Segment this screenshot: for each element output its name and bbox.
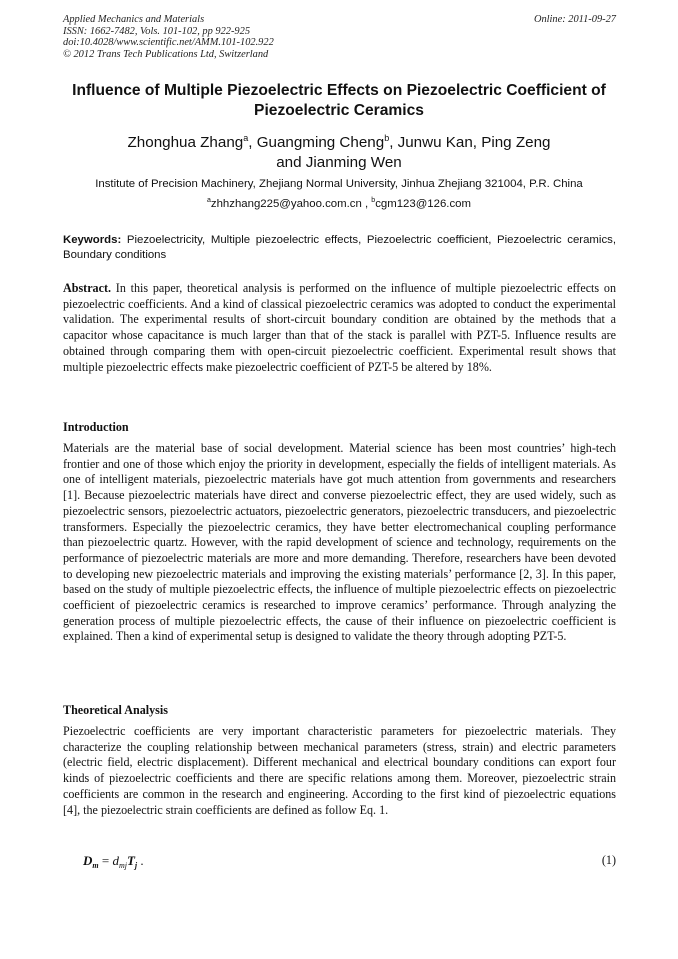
- abstract: [63, 281, 616, 375]
- section-heading-theory: Theoretical Analysis: [63, 703, 168, 717]
- paper-title: Influence of Multiple Piezoelectric Effects on Piezoelectric Coefficient of Piezoelectric Ceramics: [72, 82, 606, 119]
- equation-1: [83, 853, 616, 871]
- copyright-line: © 2012 Trans Tech Publications Ltd, Switzerland: [63, 48, 269, 60]
- equation-equals: =: [98, 853, 113, 868]
- email-link[interactable]: cgm123@126.com: [375, 198, 471, 210]
- author-affil-mark: b: [384, 133, 390, 143]
- equation-end: .: [137, 853, 144, 868]
- author-name-last: and Jianming Wen: [276, 154, 402, 171]
- publication-header: [63, 14, 616, 60]
- equation-d: d: [112, 853, 119, 868]
- author-list: [60, 133, 618, 173]
- author-affil-mark: a: [243, 133, 249, 143]
- email-separator: ,: [361, 198, 372, 210]
- affiliation: Institute of Precision Machinery, Zhejiang Normal University, Jinhua Zhejiang 321004, P.R. China: [95, 178, 583, 190]
- equation-number: (1): [601, 853, 616, 867]
- theory-body: Piezoelectric coefficients are very important characteristic parameters for piezoelectric materials. They characterize the coupling relationship between mechanical parameters (stress, strain) and electric parameters (electric field, electric displacement). Different mechanical and electrical boundary conditions can export four kinds of piezoelectric coefficients and there are specific relations among them. Moreover, piezoelectric strain coefficients are common in the research and engineering. According to the first kind of piezoelectric equations [4], the piezoelectric strain coefficients are defined as follow Eq. 1.: [63, 724, 616, 817]
- section-heading-introduction: Introduction: [63, 420, 129, 434]
- keywords: [63, 233, 616, 262]
- author-name: Guangming Cheng: [256, 134, 385, 151]
- introduction-body: Materials are the material base of social development. Material science has been most countries’ high-tech frontier and one of those which enjoy the priority in development, especially the fields of intelligent materials. As one of intelligent materials, piezoelectric materials have got much attention from governments and researchers [1]. Because piezoelectric materials have direct and converse piezoelectric effect, they are used widely, such as piezoelectric sensors, piezoelectric actuators, piezoelectric generators, piezoelectric transducers, and piezoelectric transformers. Especially the piezoelectric ceramics, they have better electromechanical coupling performance than piezoelectric quartz. However, with the rapid development of science and technology, requirements on the performance of piezoelectric materials are more and more demanding. Therefore, researchers have been devoted to developing new piezoelectric materials and improving the existing materials’ performance [2, 3]. In this paper, based on the study of multiple piezoelectric effects, the influence of multiple piezoelectric effects on piezoelectric coefficient of piezoelectric ceramics is researched to improve ceramics’ performance. Through analyzing the generation process of multiple piezoelectric effects, the cause of their influence on piezoelectric coefficient is explained. Then a kind of experimental setup is designed to validate the theory through adopting PZT-5.: [63, 441, 616, 644]
- author-name: Zhonghua Zhang: [127, 134, 244, 151]
- equation-lhs: D: [83, 853, 93, 868]
- keywords-label: Keywords:: [63, 234, 122, 246]
- online-date: Online: 2011-09-27: [533, 14, 616, 25]
- issn-line: ISSN: 1662-7482, Vols. 101-102, pp 922-925: [63, 25, 251, 37]
- author-emails: [50, 197, 628, 211]
- author-separator: ,: [248, 134, 257, 151]
- email-mark: b: [371, 197, 376, 204]
- equation-t: T: [126, 853, 135, 868]
- equation-d-sub: mj: [118, 861, 127, 870]
- keywords-text: Piezoelectricity, Multiple piezoelectric effects, Piezoelectric coefficient, Piezoelectric ceramics, Boundary conditions: [63, 234, 616, 261]
- author-names-rest: , Junwu Kan, Ping Zeng: [389, 134, 551, 151]
- equation-lhs-sub: m: [92, 861, 99, 870]
- equation-t-sub: j: [134, 861, 138, 870]
- journal-name: Applied Mechanics and Materials: [63, 14, 205, 25]
- email-link[interactable]: zhhzhang225@yahoo.com.cn: [210, 198, 362, 210]
- email-mark: a: [207, 197, 211, 204]
- doi-line: doi:10.4028/www.scientific.net/AMM.101-102.922: [63, 37, 274, 49]
- abstract-label: Abstract.: [63, 281, 112, 295]
- abstract-text: In this paper, theoretical analysis is performed on the influence of multiple piezoelectric effects on piezoelectric coefficients. And a kind of classical piezoelectric ceramics was adopted to conduct the experimental validation. The experimental results of short-circuit boundary condition are obtained by the methods that a capacitor whose capacitance is much larger than that of the stack is parallel with PZT-5. Influence results are obtained through comparing them with open-circuit piezoelectric coefficient. Experimental result shows that multiple piezoelectric effects make piezoelectric coefficient of PZT-5 be altered by 18%.: [63, 281, 616, 374]
